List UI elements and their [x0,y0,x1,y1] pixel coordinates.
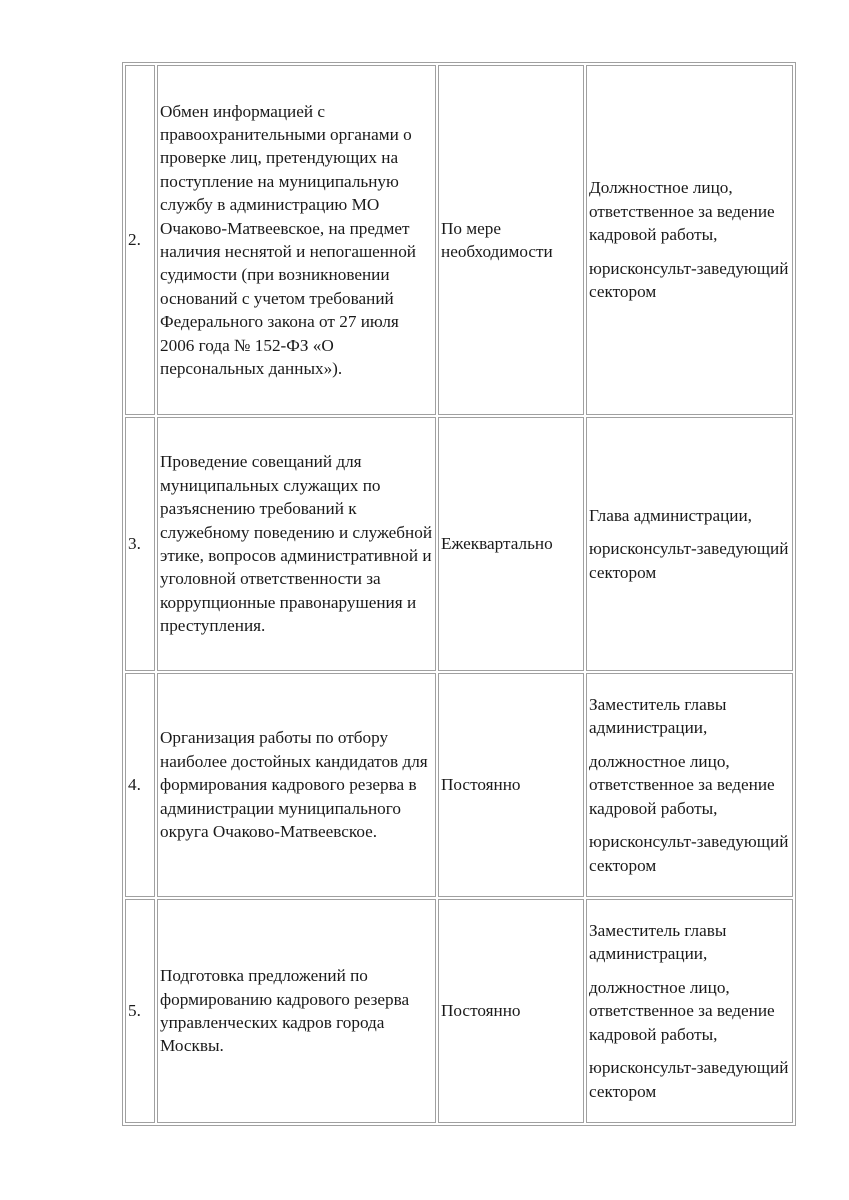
responsible-line: юрисконсульт-заведующий сектором [589,539,789,582]
responsible-line: Заместитель главы администрации, [589,695,727,738]
activity-cell: Подготовка предложений по формированию кадрового резерва управленческих кадров города Москвы. [157,899,436,1123]
responsible-cell [586,673,793,897]
responsible-line: должностное лицо, ответственное за ведение кадровой работы, [589,751,775,818]
responsible-line: Глава администрации, [589,505,752,525]
table-row [125,65,793,415]
responsible-line: должностное лицо, ответственное за ведение кадровой работы, [589,977,775,1044]
responsible-line: Должностное лицо, ответственное за ведение кадровой работы, [589,178,775,245]
responsible-line: юрисконсульт-заведующий сектором [589,1058,789,1101]
table-row [125,899,793,1123]
responsible-cell [586,899,793,1123]
activity-cell: Организация работы по отбору наиболее достойных кандидатов для формирования кадрового резерва в администрации муниципального округа Очаково-Матвеевское. [157,673,436,897]
row-number: 4. [125,673,155,897]
responsible-line: Заместитель главы администрации, [589,921,727,964]
table-row [125,417,793,671]
row-number: 3. [125,417,155,671]
term-cell: Постоянно [438,673,584,897]
activity-cell: Проведение совещаний для муниципальных служащих по разъяснению требований к служебному поведению и служебной этике, вопросов административной и уголовной ответственности за коррупционные правонарушения и преступления. [157,417,436,671]
responsible-line: юрисконсульт-заведующий сектором [589,832,789,875]
table-row [125,673,793,897]
row-number: 5. [125,899,155,1123]
term-cell: Ежеквартально [438,417,584,671]
measures-table [122,62,796,1126]
responsible-cell [586,65,793,415]
row-number: 2. [125,65,155,415]
term-cell: Постоянно [438,899,584,1123]
responsible-line: юрисконсульт-заведующий сектором [589,258,789,302]
activity-cell: Обмен информацией с правоохранительными органами о проверке лиц, претендующих на поступление на муниципальную службу в администрацию МО Очаково-Матвеевское, на предмет наличия неснятой и непогашенной судимости (при возникновении оснований с учетом требований Федерального закона от 27 июля 2006 года № 152-ФЗ «О персональных данных»). [157,65,436,415]
term-cell: По мере необходимости [438,65,584,415]
responsible-cell [586,417,793,671]
